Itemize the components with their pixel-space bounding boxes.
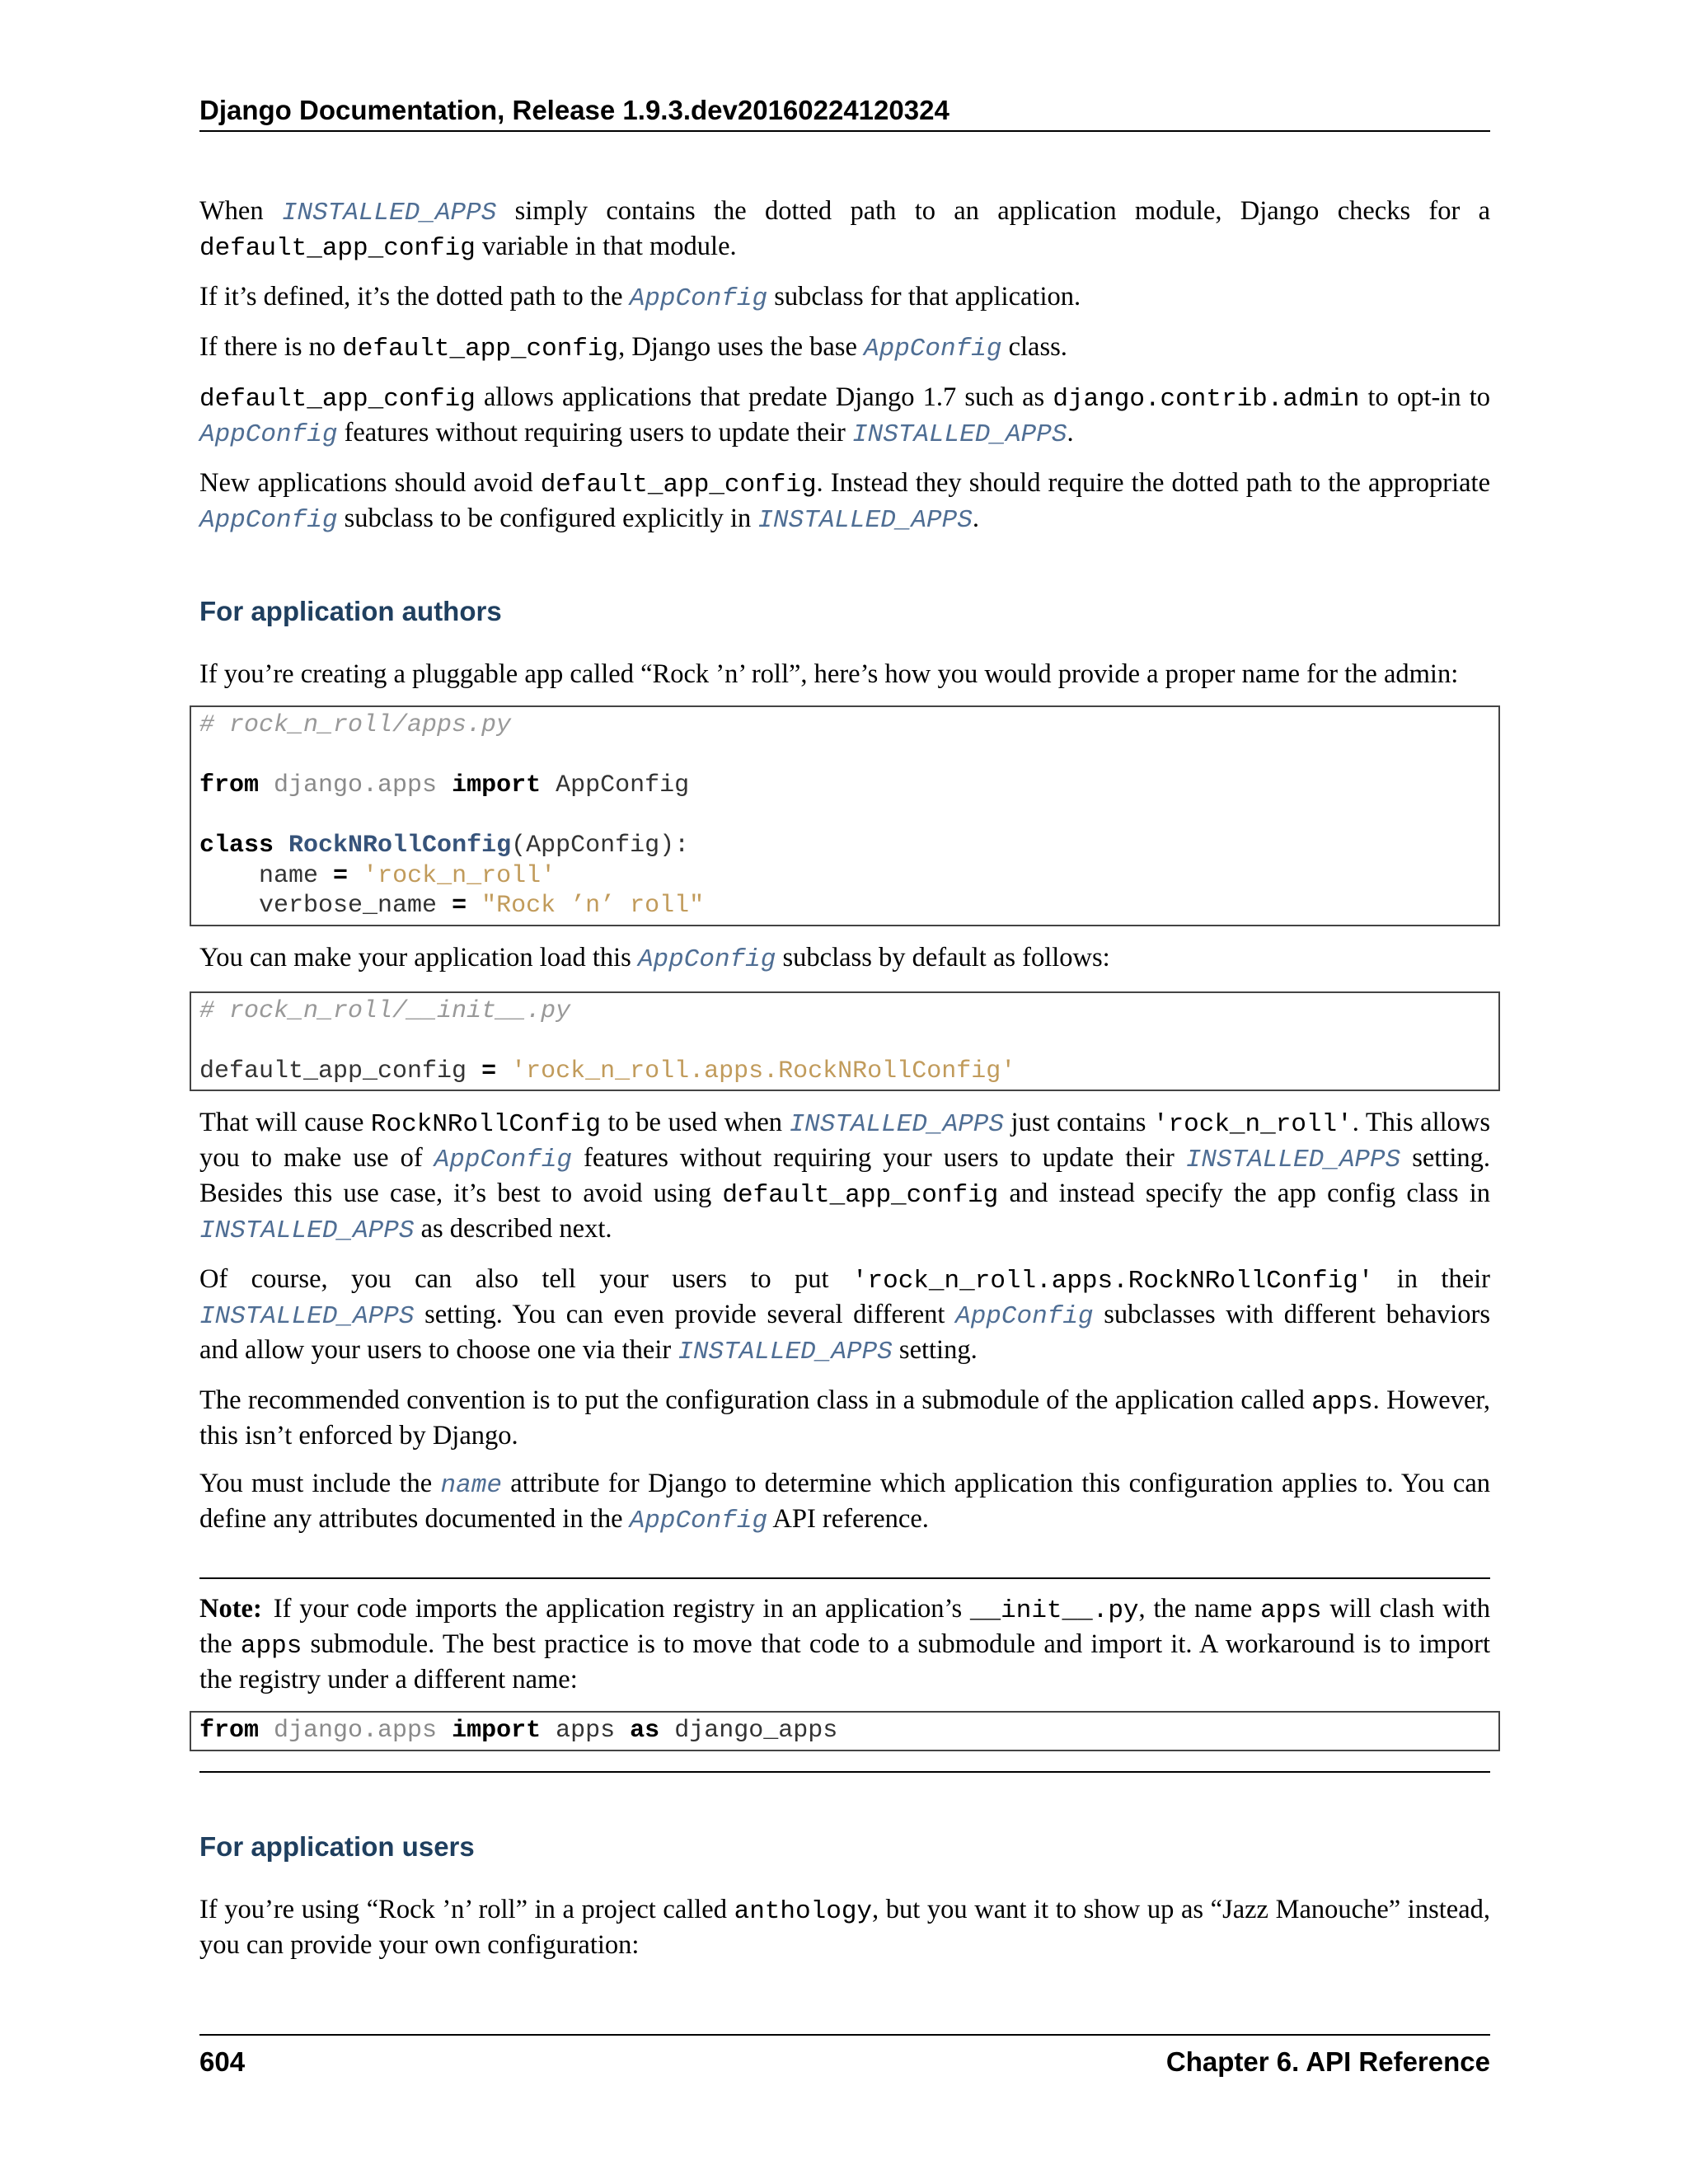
name-attribute-link[interactable]: name bbox=[440, 1471, 502, 1500]
installed-apps-link[interactable]: INSTALLED_APPS bbox=[789, 1110, 1005, 1139]
installed-apps-link[interactable]: INSTALLED_APPS bbox=[1185, 1146, 1401, 1174]
section-heading-authors: For application authors bbox=[199, 596, 502, 626]
paragraph: If you’re using “Rock ’n’ roll” in a project called anthology, but you want it to show up as “Jazz Manouche” instead, you can provide your own configuration: bbox=[199, 1894, 1490, 1960]
inline-code: 'rock_n_roll' bbox=[1152, 1110, 1353, 1139]
code-block-import-alias: from django.apps import apps as django_apps bbox=[190, 1711, 1500, 1751]
appconfig-link[interactable]: AppConfig bbox=[955, 1302, 1094, 1331]
appconfig-link[interactable]: AppConfig bbox=[199, 420, 338, 449]
paragraph: That will cause RockNRollConfig to be used when INSTALLED_APPS just contains 'rock_n_roll'. This allows you to make use of AppConfig features without requiring your users to update their INSTALLED_APPS setting. Besides this use case, it’s best to avoid using default_app_config and instead specify the app config class in INSTALLED_APPS as described next. bbox=[199, 1108, 1490, 1245]
code-block-apps-py: # rock_n_roll/apps.py from django.apps import AppConfig class RockNRollConfig(AppConfig): name = 'rock_n_roll' verbose_name = "Rock ’n’ roll" bbox=[190, 705, 1500, 926]
appconfig-link[interactable]: AppConfig bbox=[629, 284, 768, 313]
installed-apps-link[interactable]: INSTALLED_APPS bbox=[757, 506, 973, 535]
paragraph: The recommended convention is to put the configuration class in a submodule of the application called apps. However, this isn’t enforced by Django. bbox=[199, 1385, 1491, 1451]
note-box bbox=[199, 1577, 1490, 1773]
inline-code: default_app_config bbox=[540, 471, 817, 499]
inline-code: default_app_config bbox=[199, 385, 476, 414]
appconfig-link[interactable]: AppConfig bbox=[637, 944, 776, 974]
page-number: 604 bbox=[199, 2046, 246, 2077]
paragraph: default_app_config allows applications that predate Django 1.7 such as django.contrib.admin to opt-in to AppConfig features without requiring users to update their INSTALLED_APPS. bbox=[199, 382, 1490, 449]
paragraph: If there is no default_app_config, Django uses the base AppConfig class. bbox=[199, 332, 1067, 363]
paragraph: When INSTALLED_APPS simply contains the dotted path to an application module, Django checks for a default_app_config variable in that module. bbox=[199, 196, 1491, 263]
paragraph: If you’re creating a pluggable app called “Rock ’n’ roll”, here’s how you would provide a proper name for the admin: bbox=[199, 659, 1459, 689]
appconfig-link[interactable]: AppConfig bbox=[864, 335, 1002, 363]
page-header: Django Documentation, Release 1.9.3.dev20160224120324 bbox=[199, 92, 1490, 132]
inline-code: default_app_config bbox=[722, 1181, 999, 1210]
appconfig-link[interactable]: AppConfig bbox=[434, 1146, 573, 1174]
appconfig-link[interactable]: AppConfig bbox=[199, 506, 338, 535]
paragraph: You must include the name attribute for Django to determine which application this configuration applies to. You can define any attributes documented in the AppConfig API reference. bbox=[199, 1469, 1490, 1535]
paragraph: You can make your application load this AppConfig subclass by default as follows: bbox=[199, 942, 1110, 974]
inline-code: default_app_config bbox=[342, 335, 619, 363]
inline-code: __init__.py bbox=[969, 1596, 1139, 1625]
appconfig-link[interactable]: AppConfig bbox=[629, 1507, 768, 1535]
paragraph: Of course, you can also tell your users to put 'rock_n_roll.apps.RockNRollConfig' in their INSTALLED_APPS setting. You can even provide several different AppConfig subclasses with different behaviors and allow your users to choose one via their INSTALLED_APPS setting. bbox=[199, 1264, 1490, 1366]
note-label: Note: bbox=[199, 1594, 262, 1624]
inline-code: RockNRollConfig bbox=[370, 1110, 601, 1139]
note-text: Note: If your code imports the application registry in an application’s __init__.py, the name apps will clash with the apps submodule. The best practice is to move that code to a submodule and import it. A workaround is to import the registry under a different name: bbox=[199, 1594, 1490, 1694]
inline-code: default_app_config bbox=[199, 234, 476, 263]
inline-code: django.contrib.admin bbox=[1053, 385, 1360, 414]
inline-code: apps bbox=[240, 1632, 302, 1661]
installed-apps-link[interactable]: INSTALLED_APPS bbox=[678, 1338, 893, 1366]
inline-code: anthology bbox=[734, 1896, 873, 1926]
inline-code: 'rock_n_roll.apps.RockNRollConfig' bbox=[851, 1267, 1374, 1296]
paragraph: New applications should avoid default_app_config. Instead they should require the dotted path to the appropriate AppConfig subclass to be configured explicitly in INSTALLED_APPS. bbox=[199, 468, 1490, 535]
installed-apps-link[interactable]: INSTALLED_APPS bbox=[851, 420, 1067, 449]
code-block-init-py: # rock_n_roll/__init__.py default_app_config = 'rock_n_roll.apps.RockNRollConfig' bbox=[190, 991, 1500, 1092]
section-heading-users: For application users bbox=[199, 1830, 475, 1862]
chapter-title: Chapter 6. API Reference bbox=[1165, 2046, 1490, 2077]
page-footer bbox=[199, 2034, 1490, 2080]
inline-code: apps bbox=[1260, 1596, 1322, 1625]
installed-apps-link[interactable]: INSTALLED_APPS bbox=[199, 1302, 415, 1331]
installed-apps-link[interactable]: INSTALLED_APPS bbox=[199, 1216, 415, 1245]
installed-apps-link[interactable]: INSTALLED_APPS bbox=[281, 199, 497, 227]
page-content bbox=[199, 194, 1490, 1976]
inline-code: apps bbox=[1311, 1388, 1373, 1417]
paragraph: If it’s defined, it’s the dotted path to the AppConfig subclass for that application. bbox=[199, 282, 1081, 313]
